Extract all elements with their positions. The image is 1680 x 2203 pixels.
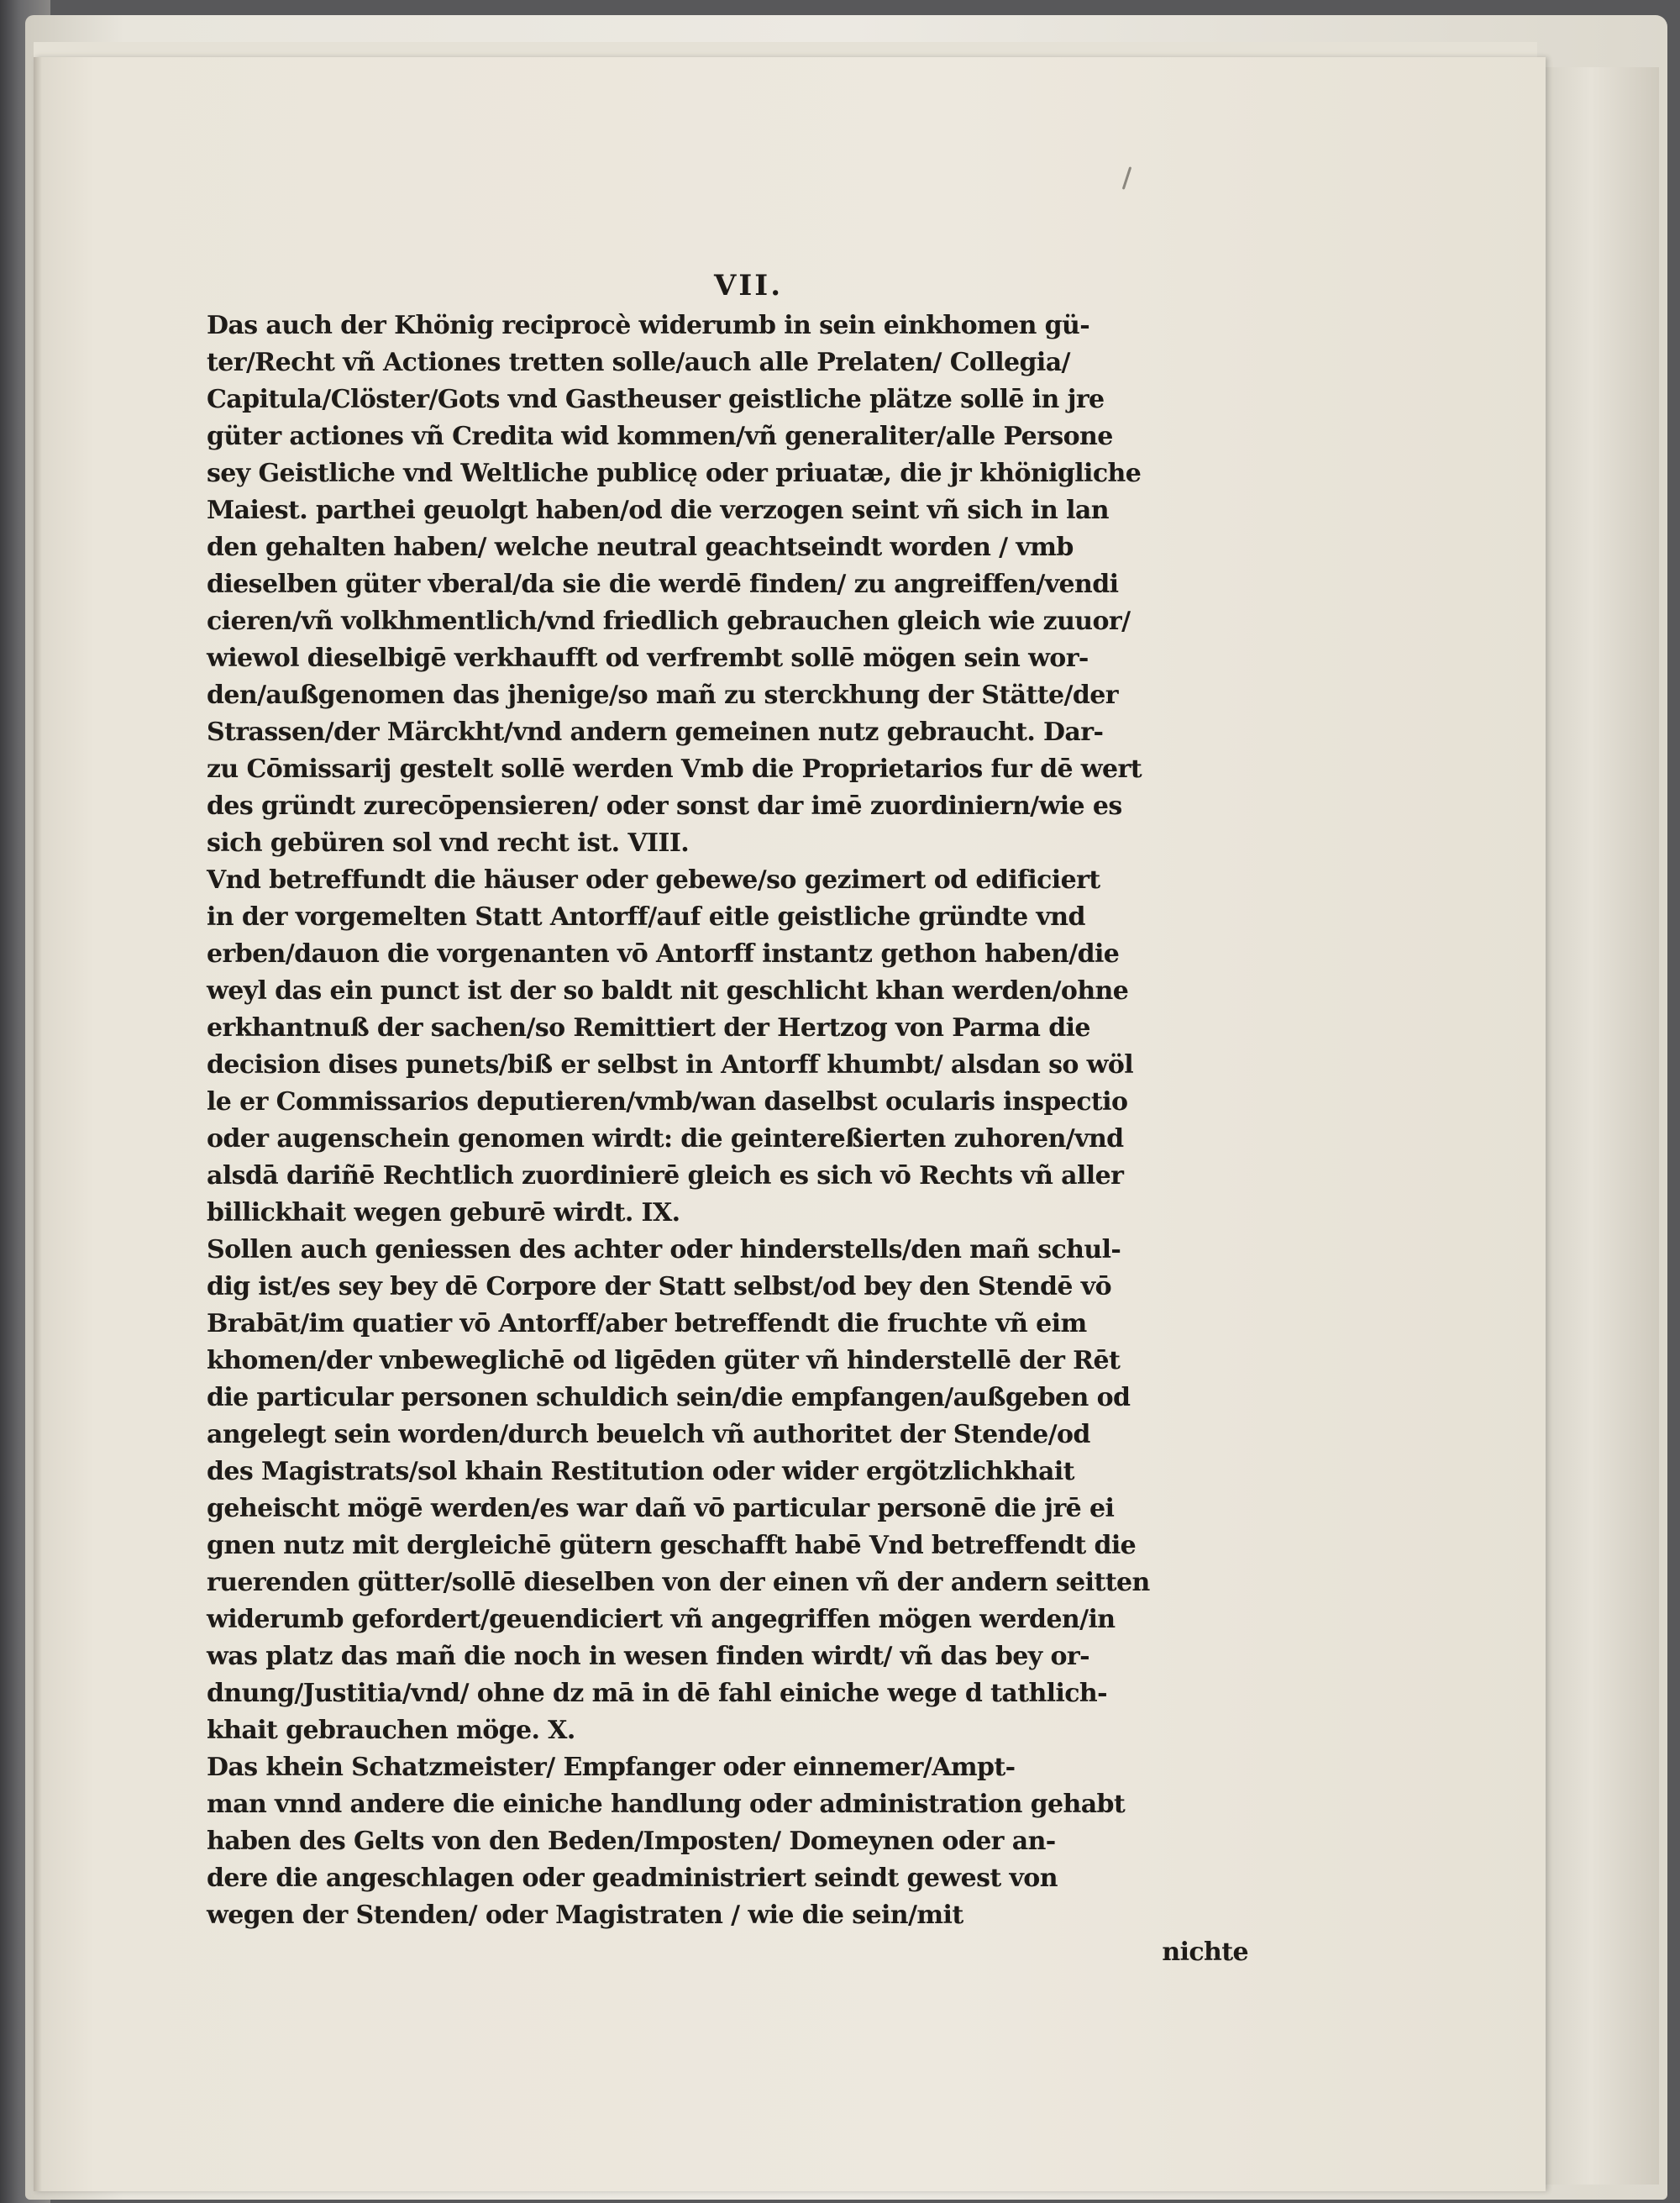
text-line: Sollen auch geniessen des achter oder hinderstells/den mañ schul- — [207, 1235, 1121, 1264]
text-line: haben des Gelts von den Beden/Imposten/ Domeynen oder an- — [207, 1827, 1056, 1856]
text-line: dere die angeschlagen oder geadministriert seindt gewest von — [207, 1864, 1058, 1893]
text-line: sich gebüren sol vnd recht ist. VIII. — [207, 828, 690, 858]
text-line: alsdā dariñē Rechtlich zuordinierē gleich es sich vō Rechts vñ aller — [207, 1161, 1124, 1191]
text-line: widerumb gefordert/geuendiciert vñ angegriffen mögen werden/in — [207, 1605, 1116, 1634]
text-line: dnung/Justitia/vnd/ ohne dz mā in dē fahl einiche wege d tathlich- — [207, 1679, 1107, 1708]
text-line: man vnnd andere die einiche handlung oder administration gehabt — [207, 1790, 1126, 1819]
text-line: des Magistrats/sol khain Restitution oder wider ergötzlichkhait — [207, 1457, 1074, 1486]
text-line: khait gebrauchen möge. X. — [207, 1716, 575, 1745]
cover-flap — [1546, 67, 1659, 2185]
text-line: dieselben güter vberal/da sie die werdē finden/ zu angreiffen/vendi — [207, 570, 1119, 599]
text-line: ter/Recht vñ Actiones tretten solle/auch alle Prelaten/ Collegia/ — [207, 348, 1070, 377]
text-line: le er Commissarios deputieren/vmb/wan daselbst ocularis inspectio — [207, 1087, 1128, 1117]
text-line: des gründt zurecōpensieren/ oder sonst dar imē zuordiniern/wie es — [207, 791, 1122, 821]
text-line: in der vorgemelten Statt Antorff/auf eitle geistliche gründte vnd — [207, 902, 1085, 932]
text-line: ruerenden gütter/sollē dieselben von der einen vñ der andern seitten — [207, 1568, 1150, 1597]
text-line: billickhait wegen geburē wirdt. IX. — [207, 1198, 680, 1228]
text-line: wegen der Stenden/ oder Magistraten / wie die sein/mit — [207, 1901, 963, 1930]
section-heading: VII. — [714, 269, 784, 302]
text-line: güter actiones vñ Credita wid kommen/vñ generaliter/alle Persone — [207, 422, 1113, 451]
text-line: die particular personen schuldich sein/die empfangen/außgeben od — [207, 1383, 1131, 1412]
text-line: den/außgenomen das jhenige/so mañ zu sterckhung der Stätte/der — [207, 681, 1118, 710]
text-line: erben/dauon die vorgenanten vō Antorff instantz gethon haben/die — [207, 939, 1120, 969]
text-line: decision dises punets/biß er selbst in Antorff khumbt/ alsdan so wöl — [207, 1050, 1134, 1080]
text-line: oder augenschein genomen wirdt: die geintereßierten zuhoren/vnd — [207, 1124, 1124, 1154]
pencil-mark — [1122, 166, 1132, 190]
text-line: Brabāt/im quatier vō Antorff/aber betreffendt die fruchte vñ eim — [207, 1309, 1087, 1338]
text-line: wiewol dieselbigē verkhaufft od verfrembt sollē mögen sein wor- — [207, 644, 1089, 673]
text-line: sey Geistliche vnd Weltliche publicę oder priuatæ, die jr khönigliche — [207, 459, 1142, 488]
text-line: erkhantnuß der sachen/so Remittiert der Hertzog von Parma die — [207, 1013, 1090, 1043]
text-line: gnen nutz mit dergleichē gütern geschafft habē Vnd betreffendt die — [207, 1531, 1137, 1560]
text-line: khomen/der vnbeweglichē od ligēden güter vñ hinderstellē der Rēt — [207, 1346, 1121, 1375]
text-line: angelegt sein worden/durch beuelch vñ authoritet der Stende/od — [207, 1420, 1090, 1449]
text-line: was platz das mañ die noch in wesen finden wirdt/ vñ das bey or- — [207, 1642, 1089, 1671]
text-line: Capitula/Clöster/Gots vnd Gastheuser geistliche plätze sollē in jre — [207, 385, 1105, 414]
text-line: Strassen/der Märckht/vnd andern gemeinen nutz gebraucht. Dar- — [207, 718, 1104, 747]
text-line: den gehalten haben/ welche neutral geachtseindt worden / vmb — [207, 533, 1074, 562]
catchword: nichte — [1162, 1937, 1248, 1967]
text-line: Vnd betreffundt die häuser oder gebewe/so gezimert od edificiert — [207, 865, 1100, 895]
text-line: geheischt mögē werden/es war dañ vō particular personē die jrē ei — [207, 1494, 1115, 1523]
text-line: cieren/vñ volkhmentlich/vnd friedlich gebrauchen gleich wie zuuor/ — [207, 607, 1131, 636]
text-line: Maiest. parthei geuolgt haben/od die verzogen seint vñ sich in lan — [207, 496, 1109, 525]
text-line: zu Cōmissarij gestelt sollē werden Vmb die Proprietarios fur dē wert — [207, 754, 1142, 784]
text-line: weyl das ein punct ist der so baldt nit geschlicht khan werden/ohne — [207, 976, 1129, 1006]
text-line: Das auch der Khönig reciprocè widerumb in sein einkhomen gü- — [207, 311, 1090, 340]
text-line: dig ist/es sey bey dē Corpore der Statt selbst/od bey den Stendē vō — [207, 1272, 1111, 1301]
text-line: Das khein Schatzmeister/ Empfanger oder einnemer/Ampt- — [207, 1753, 1016, 1782]
